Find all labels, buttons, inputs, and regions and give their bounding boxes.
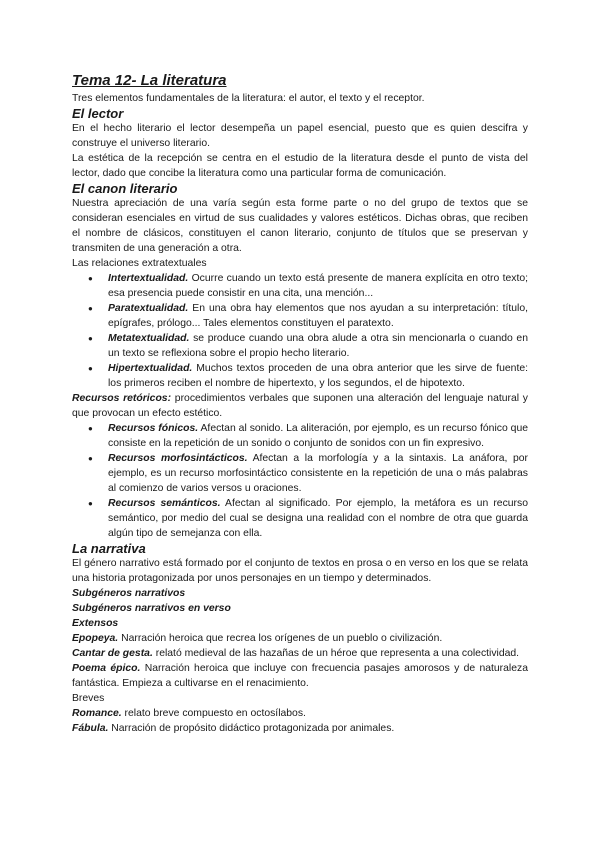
canon-paragraph: Nuestra apreciación de una varía según esta forme parte o no del grupo de textos que se consideran esenciales en virtud de sus cualidades y valores estéticos. Dichas obras, que reciben el nombre de clásicos, constituyen el canon literario, conjunto de títulos que se preservan y transmiten de una generación a otra.	[72, 198, 528, 254]
section-heading-lector: El lector	[72, 106, 124, 121]
list-item-term: Recursos fónicos.	[108, 423, 199, 434]
list-item-term: Metatextualidad.	[108, 333, 190, 344]
definition-romance	[72, 706, 528, 721]
section-heading-narrativa: La narrativa	[72, 541, 146, 556]
narrativa-paragraph: El género narrativo está formado por el conjunto de textos en prosa o en verso en los que se relata una historia protagonizada por unos personajes en un tiempo y determinados.	[72, 558, 528, 584]
definition-text: Narración heroica que recrea los orígenes de un pueblo o civilización.	[118, 633, 443, 644]
recursos-paragraph	[72, 391, 528, 421]
list-item	[108, 496, 528, 541]
definition-term: Epopeya.	[72, 633, 119, 644]
definition-term: Cantar de gesta.	[72, 648, 153, 659]
list-item-term: Recursos morfosintácticos.	[108, 453, 248, 464]
relaciones-list	[72, 271, 528, 391]
list-item-term: Recursos semánticos.	[108, 498, 221, 509]
intro-paragraph: Tres elementos fundamentales de la literatura: el autor, el texto y el receptor.	[72, 93, 425, 104]
section-heading-canon: El canon literario	[72, 181, 178, 196]
list-item	[108, 301, 528, 331]
lector-paragraph-1: En el hecho literario el lector desempeña un papel esencial, puesto que es quien descifra y construye el universo literario.	[72, 123, 528, 149]
list-item	[108, 421, 528, 451]
list-item-text: se produce cuando una obra alude a otra sin mencionarla o cuando en un texto se reflexiona sobre el propio hecho literario.	[108, 333, 528, 359]
list-item-term: Intertextualidad.	[108, 273, 189, 284]
recursos-list	[72, 421, 528, 541]
list-item	[108, 451, 528, 496]
definition-poema	[72, 661, 528, 691]
definition-text: Narración heroica que incluye con frecuencia pasajes amorosos y de naturaleza fantástica. Empieza a cultivarse en el renacimiento.	[72, 663, 528, 689]
list-item-text: Ocurre cuando un texto está presente de manera explícita en otro texto; esa presencia puede consistir en una cita, una mención...	[108, 273, 528, 299]
list-item-text: En una obra hay elementos que nos ayudan a su interpretación: título, epígrafes, prólogo... Tales elementos constituyen el paratexto.	[108, 303, 528, 329]
relaciones-label: Las relaciones extratextuales	[72, 258, 207, 269]
list-item	[108, 271, 528, 301]
recursos-term: Recursos retóricos:	[72, 393, 172, 404]
list-item-term: Paratextualidad.	[108, 303, 189, 314]
definition-epopeya	[72, 631, 528, 646]
list-item-text: Afectan al significado. Por ejemplo, la metáfora es un recurso semántico, por medio del cual se designa una realidad con el nombre de otra que guarda algún tipo de semejanza con ella.	[108, 498, 528, 539]
list-item-text: Muchos textos proceden de una obra anterior que les sirve de fuente: los primeros reciben el nombre de hipertexto, y los segundos, el de hipotexto.	[108, 363, 528, 389]
list-item-text: Afectan a la morfología y a la sintaxis. La anáfora, por ejemplo, es un recurso morfosintáctico consistente en la repetición de una o más palabras al comienzo de varios versos u oraciones.	[108, 453, 528, 494]
document-content	[72, 72, 528, 736]
definition-text: relato breve compuesto en octosílabos.	[121, 708, 306, 719]
subheading-subgeneros: Subgéneros narrativos	[72, 588, 186, 599]
definition-term: Romance.	[72, 708, 122, 719]
definition-text: Narración de propósito didáctico protagonizada por animales.	[108, 723, 395, 734]
subheading-breves: Breves	[72, 693, 105, 704]
definition-term: Fábula.	[72, 723, 109, 734]
list-item	[108, 331, 528, 361]
definition-cantar	[72, 646, 528, 661]
subheading-extensos: Extensos	[72, 618, 119, 629]
list-item	[108, 361, 528, 391]
lector-paragraph-2: La estética de la recepción se centra en el estudio de la literatura desde el punto de vista del lector, dado que concibe la literatura como una particular forma de comunicación.	[72, 153, 528, 179]
list-item-term: Hipertextualidad.	[108, 363, 193, 374]
subheading-subgeneros-verso: Subgéneros narrativos en verso	[72, 603, 231, 614]
recursos-text: procedimientos verbales que suponen una alteración del lenguaje natural y que provocan un efecto estético.	[72, 393, 529, 419]
definition-fabula	[72, 721, 528, 736]
page-title: Tema 12- La literatura	[72, 72, 227, 89]
definition-term: Poema épico.	[72, 663, 141, 674]
definition-text: relató medieval de las hazañas de un héroe que representa a una colectividad.	[152, 648, 520, 659]
list-item-text: Afectan al sonido. La aliteración, por ejemplo, es un recurso fónico que consiste en la repetición de un sonido o conjunto de sonidos con un fin expresivo.	[108, 423, 528, 449]
